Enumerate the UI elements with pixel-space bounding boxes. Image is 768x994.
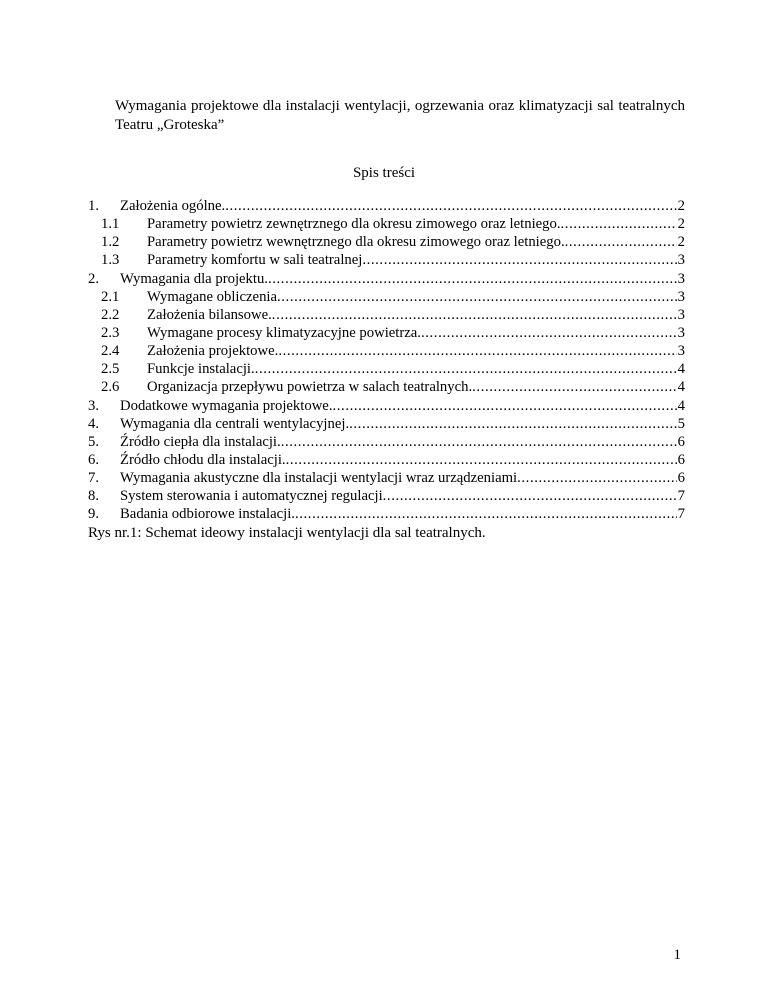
- toc-entry-page: 7: [677, 488, 685, 505]
- toc-entry-page: 3: [677, 270, 685, 287]
- toc-entry[interactable]: [88, 378, 685, 396]
- toc-entry-link[interactable]: [120, 433, 685, 451]
- toc-dot-leader: [268, 270, 677, 288]
- toc-entry-title: Dodatkowe wymagania projektowe.: [120, 397, 333, 414]
- figure-caption: Rys nr.1: Schemat ideowy instalacji wentylacji dla sal teatralnych.: [88, 525, 486, 541]
- table-of-contents: [88, 197, 685, 524]
- toc-entry-title: Założenia bilansowe.: [147, 306, 272, 323]
- toc-entry[interactable]: [88, 360, 685, 378]
- toc-dot-leader: [362, 251, 676, 269]
- toc-dot-leader: [272, 306, 677, 324]
- toc-entry-number: 1.3: [101, 252, 120, 269]
- toc-entry-link[interactable]: [120, 505, 685, 523]
- toc-entry-title: Parametry powietrz wewnętrznego dla okresu zimowego oraz letniego.: [147, 234, 565, 251]
- toc-entry-page: 6: [677, 433, 685, 450]
- toc-entry-link[interactable]: [120, 487, 685, 505]
- toc-entry-link[interactable]: [120, 469, 685, 487]
- toc-entry-link[interactable]: [147, 342, 685, 360]
- toc-entry-page: 7: [677, 506, 685, 523]
- toc-entry-number: 3.: [88, 397, 100, 414]
- toc-entry[interactable]: [88, 215, 685, 233]
- toc-entry-link[interactable]: [147, 360, 685, 378]
- toc-entry[interactable]: [88, 288, 685, 306]
- toc-entry-page: 3: [677, 324, 685, 341]
- toc-entry-link[interactable]: [120, 270, 685, 288]
- toc-entry-link[interactable]: [120, 397, 685, 415]
- toc-entry[interactable]: [88, 270, 685, 288]
- toc-dot-leader: [286, 451, 677, 469]
- toc-entry-link[interactable]: [147, 215, 685, 233]
- toc-heading: Spis treści: [352, 165, 416, 181]
- toc-entry[interactable]: [88, 324, 685, 342]
- toc-dot-leader: [333, 397, 677, 415]
- toc-entry-number: 2.6: [101, 379, 120, 396]
- toc-entry[interactable]: [88, 469, 685, 487]
- toc-entry-page: 2: [677, 234, 685, 251]
- toc-entry[interactable]: [88, 342, 685, 360]
- toc-entry[interactable]: [88, 451, 685, 469]
- toc-entry-number: 2.3: [101, 324, 120, 341]
- toc-entry-page: 3: [677, 343, 685, 360]
- toc-dot-leader: [517, 469, 677, 487]
- toc-entry[interactable]: [88, 433, 685, 451]
- toc-entry-title: Założenia projektowe.: [147, 343, 279, 360]
- toc-entry-page: 6: [677, 470, 685, 487]
- toc-dot-leader: [277, 288, 677, 306]
- toc-entry-link[interactable]: [147, 288, 685, 306]
- toc-entry-link[interactable]: [147, 306, 685, 324]
- toc-entry-title: Źródło ciepła dla instalacji.: [120, 433, 281, 450]
- toc-entry-title: Wymagane procesy klimatyzacyjne powietrza.: [147, 324, 421, 341]
- toc-dot-leader: [349, 415, 677, 433]
- toc-entry[interactable]: [88, 251, 685, 269]
- toc-entry-number: 7.: [88, 470, 100, 487]
- toc-dot-leader: [255, 360, 677, 378]
- toc-entry-link[interactable]: [120, 415, 685, 433]
- toc-entry[interactable]: [88, 197, 685, 215]
- toc-entry-title: Źródło chłodu dla instalacji.: [120, 451, 286, 468]
- toc-entry-number: 5.: [88, 433, 100, 450]
- toc-entry-title: Wymagania dla centrali wentylacyjnej.: [120, 415, 350, 432]
- toc-entry-number: 2.: [88, 270, 100, 287]
- toc-entry-title: Parametry powietrz zewnętrznego dla okresu zimowego oraz letniego.: [147, 216, 561, 233]
- toc-entry-page: 2: [677, 198, 685, 214]
- toc-entry-title: Badania odbiorowe instalacji.: [120, 506, 295, 523]
- toc-entry-title: Wymagane obliczenia: [147, 288, 278, 305]
- toc-entry-title: System sterowania i automatycznej regulacji: [120, 488, 383, 505]
- toc-dot-leader: [383, 487, 677, 505]
- toc-entry-page: 2: [677, 216, 685, 233]
- toc-entry-title: Funkcje instalacji.: [147, 361, 255, 378]
- toc-entry-title: Parametry komfortu w sali teatralnej: [147, 252, 363, 269]
- toc-entry-page: 5: [677, 415, 685, 432]
- toc-entry-link[interactable]: [147, 324, 685, 342]
- toc-entry-link[interactable]: [147, 251, 685, 269]
- toc-entry-number: 1.2: [101, 234, 120, 251]
- toc-entry[interactable]: [88, 415, 685, 433]
- toc-entry-number: 2.5: [101, 361, 120, 378]
- toc-entry-number: 2.1: [101, 288, 120, 305]
- toc-dot-leader: [421, 324, 677, 342]
- toc-entry-page: 6: [677, 451, 685, 468]
- toc-entry-page: 4: [677, 397, 685, 414]
- toc-entry-link[interactable]: [120, 197, 685, 215]
- toc-entry[interactable]: [88, 306, 685, 324]
- toc-dot-leader: [565, 233, 677, 251]
- toc-entry-page: 4: [677, 361, 685, 378]
- toc-entry-number: 2.4: [101, 343, 120, 360]
- toc-entry-page: 3: [677, 288, 685, 305]
- toc-entry-number: 9.: [88, 506, 100, 523]
- toc-dot-leader: [472, 378, 677, 396]
- toc-entry[interactable]: [88, 505, 685, 523]
- toc-entry-link[interactable]: [120, 451, 685, 469]
- toc-entry-number: 6.: [88, 451, 100, 468]
- toc-dot-leader: [295, 505, 677, 523]
- toc-entry-link[interactable]: [147, 233, 685, 251]
- toc-entry-page: 3: [677, 252, 685, 269]
- toc-entry-title: Organizacja przepływu powietrza w salach teatralnych.: [147, 379, 473, 396]
- page-number: 1: [673, 947, 681, 963]
- document-intro: Wymagania projektowe dla instalacji wentylacji, ogrzewania oraz klimatyzacji sal teatralnych Teatru „Groteska”: [115, 98, 685, 133]
- toc-entry-number: 1.: [88, 198, 100, 214]
- toc-entry-number: 2.2: [101, 306, 120, 323]
- toc-dot-leader: [561, 215, 677, 233]
- toc-entry[interactable]: [88, 397, 685, 415]
- toc-entry-page: 4: [677, 379, 685, 396]
- toc-entry-number: 4.: [88, 415, 100, 432]
- toc-dot-leader: [281, 433, 677, 451]
- toc-entry[interactable]: [88, 233, 685, 251]
- toc-entry-link[interactable]: [147, 378, 685, 396]
- toc-entry-number: 1.1: [101, 216, 120, 233]
- toc-entry-title: Wymagania dla projektu.: [120, 270, 268, 287]
- toc-entry-page: 3: [677, 306, 685, 323]
- toc-dot-leader: [278, 342, 676, 360]
- toc-dot-leader: [225, 197, 676, 215]
- toc-entry-title: Wymagania akustyczne dla instalacji wentylacji wraz urządzeniami: [120, 470, 518, 487]
- toc-entry-number: 8.: [88, 488, 100, 505]
- toc-entry[interactable]: [88, 487, 685, 505]
- toc-entry-title: Założenia ogólne.: [120, 198, 226, 214]
